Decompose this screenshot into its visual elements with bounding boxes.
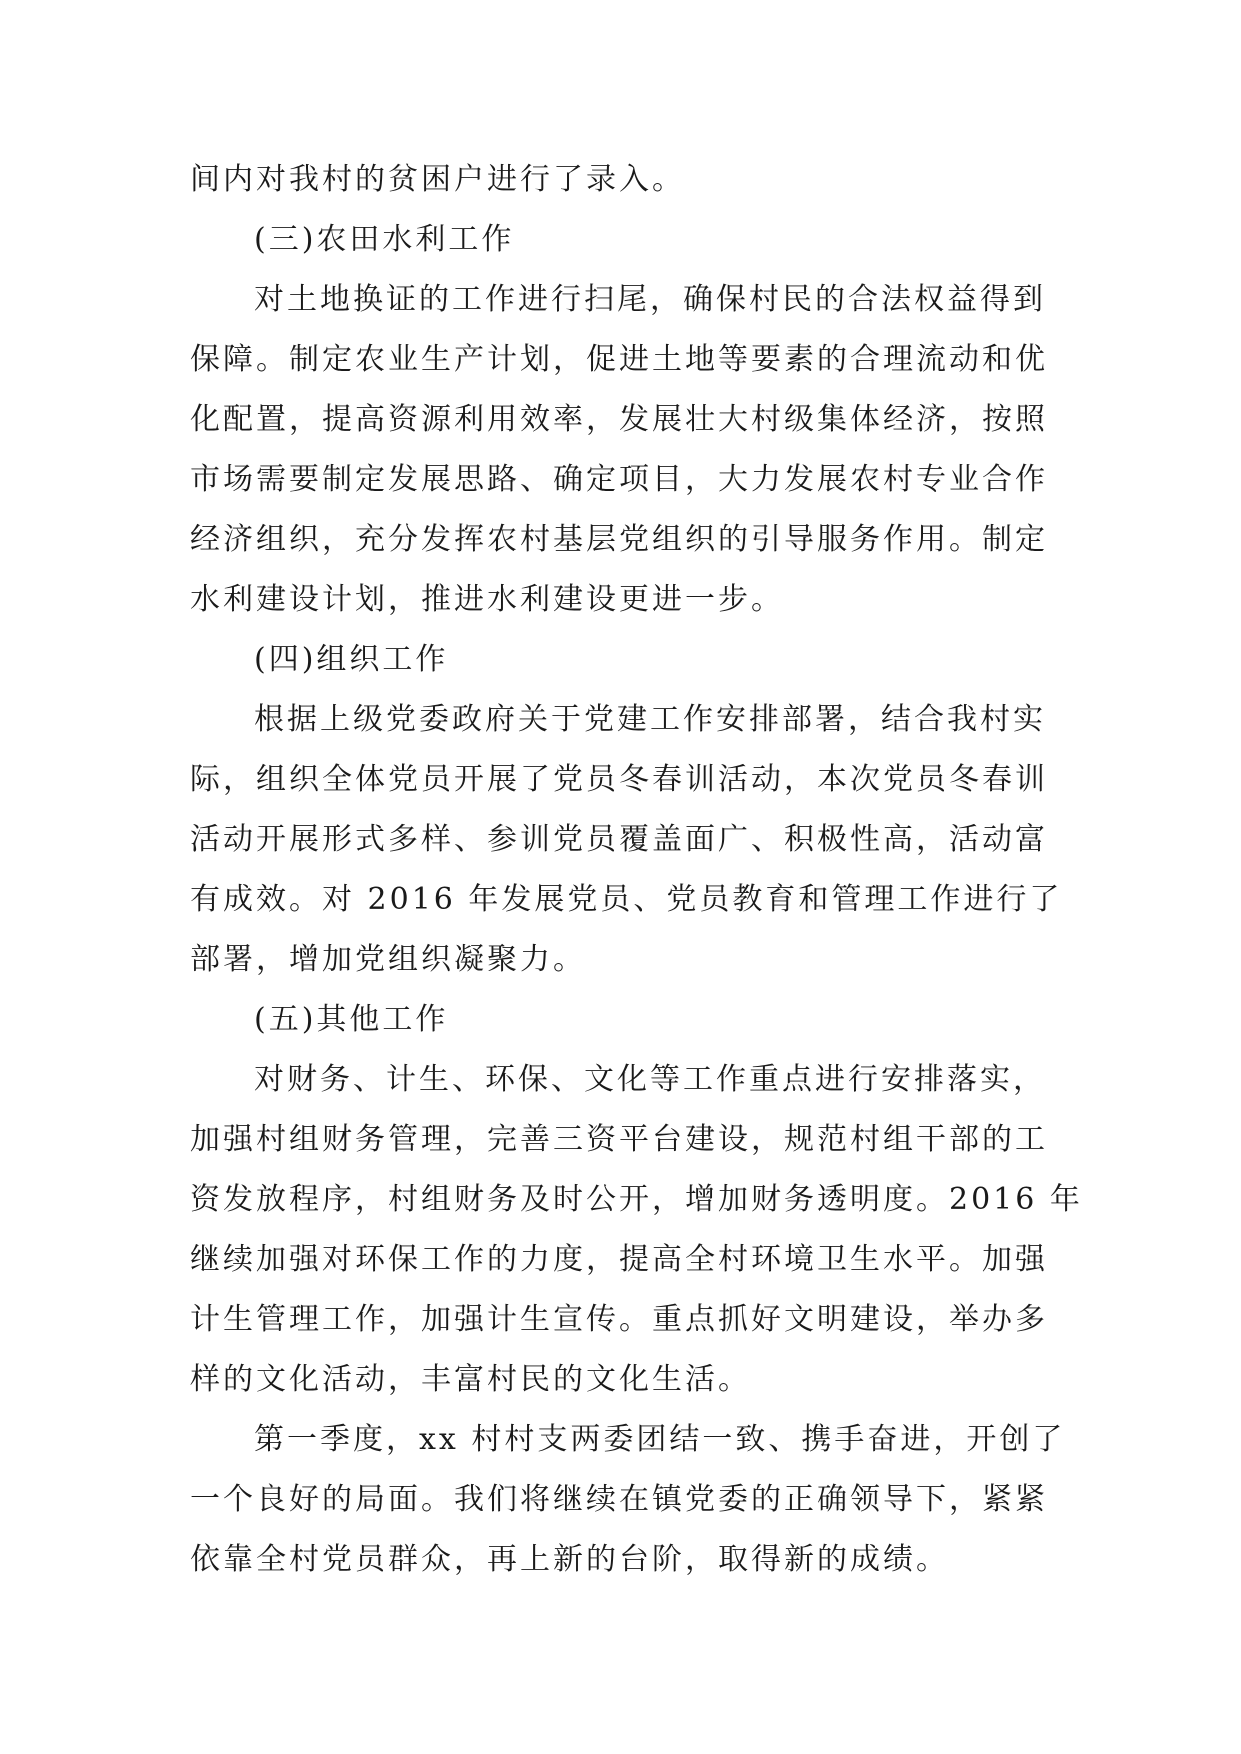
text-line: 活动开展形式多样、参训党员覆盖面广、积极性高，活动富 (190, 822, 1048, 857)
text-line: 有成效。对 2016 年发展党员、党员教育和管理工作进行了 (190, 882, 1063, 917)
text-line: 根据上级党委政府关于党建工作安排部署，结合我村实 (254, 702, 1046, 737)
text-line: 一个良好的局面。我们将继续在镇党委的正确领导下，紧紧 (190, 1482, 1048, 1517)
text-line: 间内对我村的贫困户进行了录入。 (190, 162, 685, 197)
text-line: 际，组织全体党员开展了党员冬春训活动，本次党员冬春训 (190, 762, 1048, 797)
text-line: 样的文化活动，丰富村民的文化生活。 (190, 1362, 751, 1397)
text-line: 保障。制定农业生产计划，促进土地等要素的合理流动和优 (190, 342, 1048, 377)
text-line: 依靠全村党员群众，再上新的台阶，取得新的成绩。 (190, 1542, 949, 1577)
text-line: 市场需要制定发展思路、确定项目，大力发展农村专业合作 (190, 462, 1048, 497)
section-heading: (五)其他工作 (254, 1002, 449, 1037)
text-line: 经济组织，充分发挥农村基层党组织的引导服务作用。制定 (190, 522, 1048, 557)
section-heading: (三)农田水利工作 (254, 222, 515, 257)
text-line: 加强村组财务管理，完善三资平台建设，规范村组干部的工 (190, 1122, 1048, 1157)
text-line: 继续加强对环保工作的力度，提高全村环境卫生水平。加强 (190, 1242, 1048, 1277)
document-body (190, 150, 1083, 1590)
text-line: 化配置，提高资源利用效率，发展壮大村级集体经济，按照 (190, 402, 1048, 437)
text-line: 部署，增加党组织凝聚力。 (190, 942, 586, 977)
text-line: 对财务、计生、环保、文化等工作重点进行安排落实， (254, 1062, 1046, 1097)
section-heading: (四)组织工作 (254, 642, 449, 677)
text-line: 对土地换证的工作进行扫尾，确保村民的合法权益得到 (254, 282, 1046, 317)
text-line: 资发放程序，村组财务及时公开，增加财务透明度。2016 年 (190, 1182, 1083, 1217)
text-line: 第一季度，xx 村村支两委团结一致、携手奋进，开创了 (254, 1422, 1066, 1457)
text-line: 水利建设计划，推进水利建设更进一步。 (190, 582, 784, 617)
text-line: 计生管理工作，加强计生宣传。重点抓好文明建设，举办多 (190, 1302, 1048, 1337)
